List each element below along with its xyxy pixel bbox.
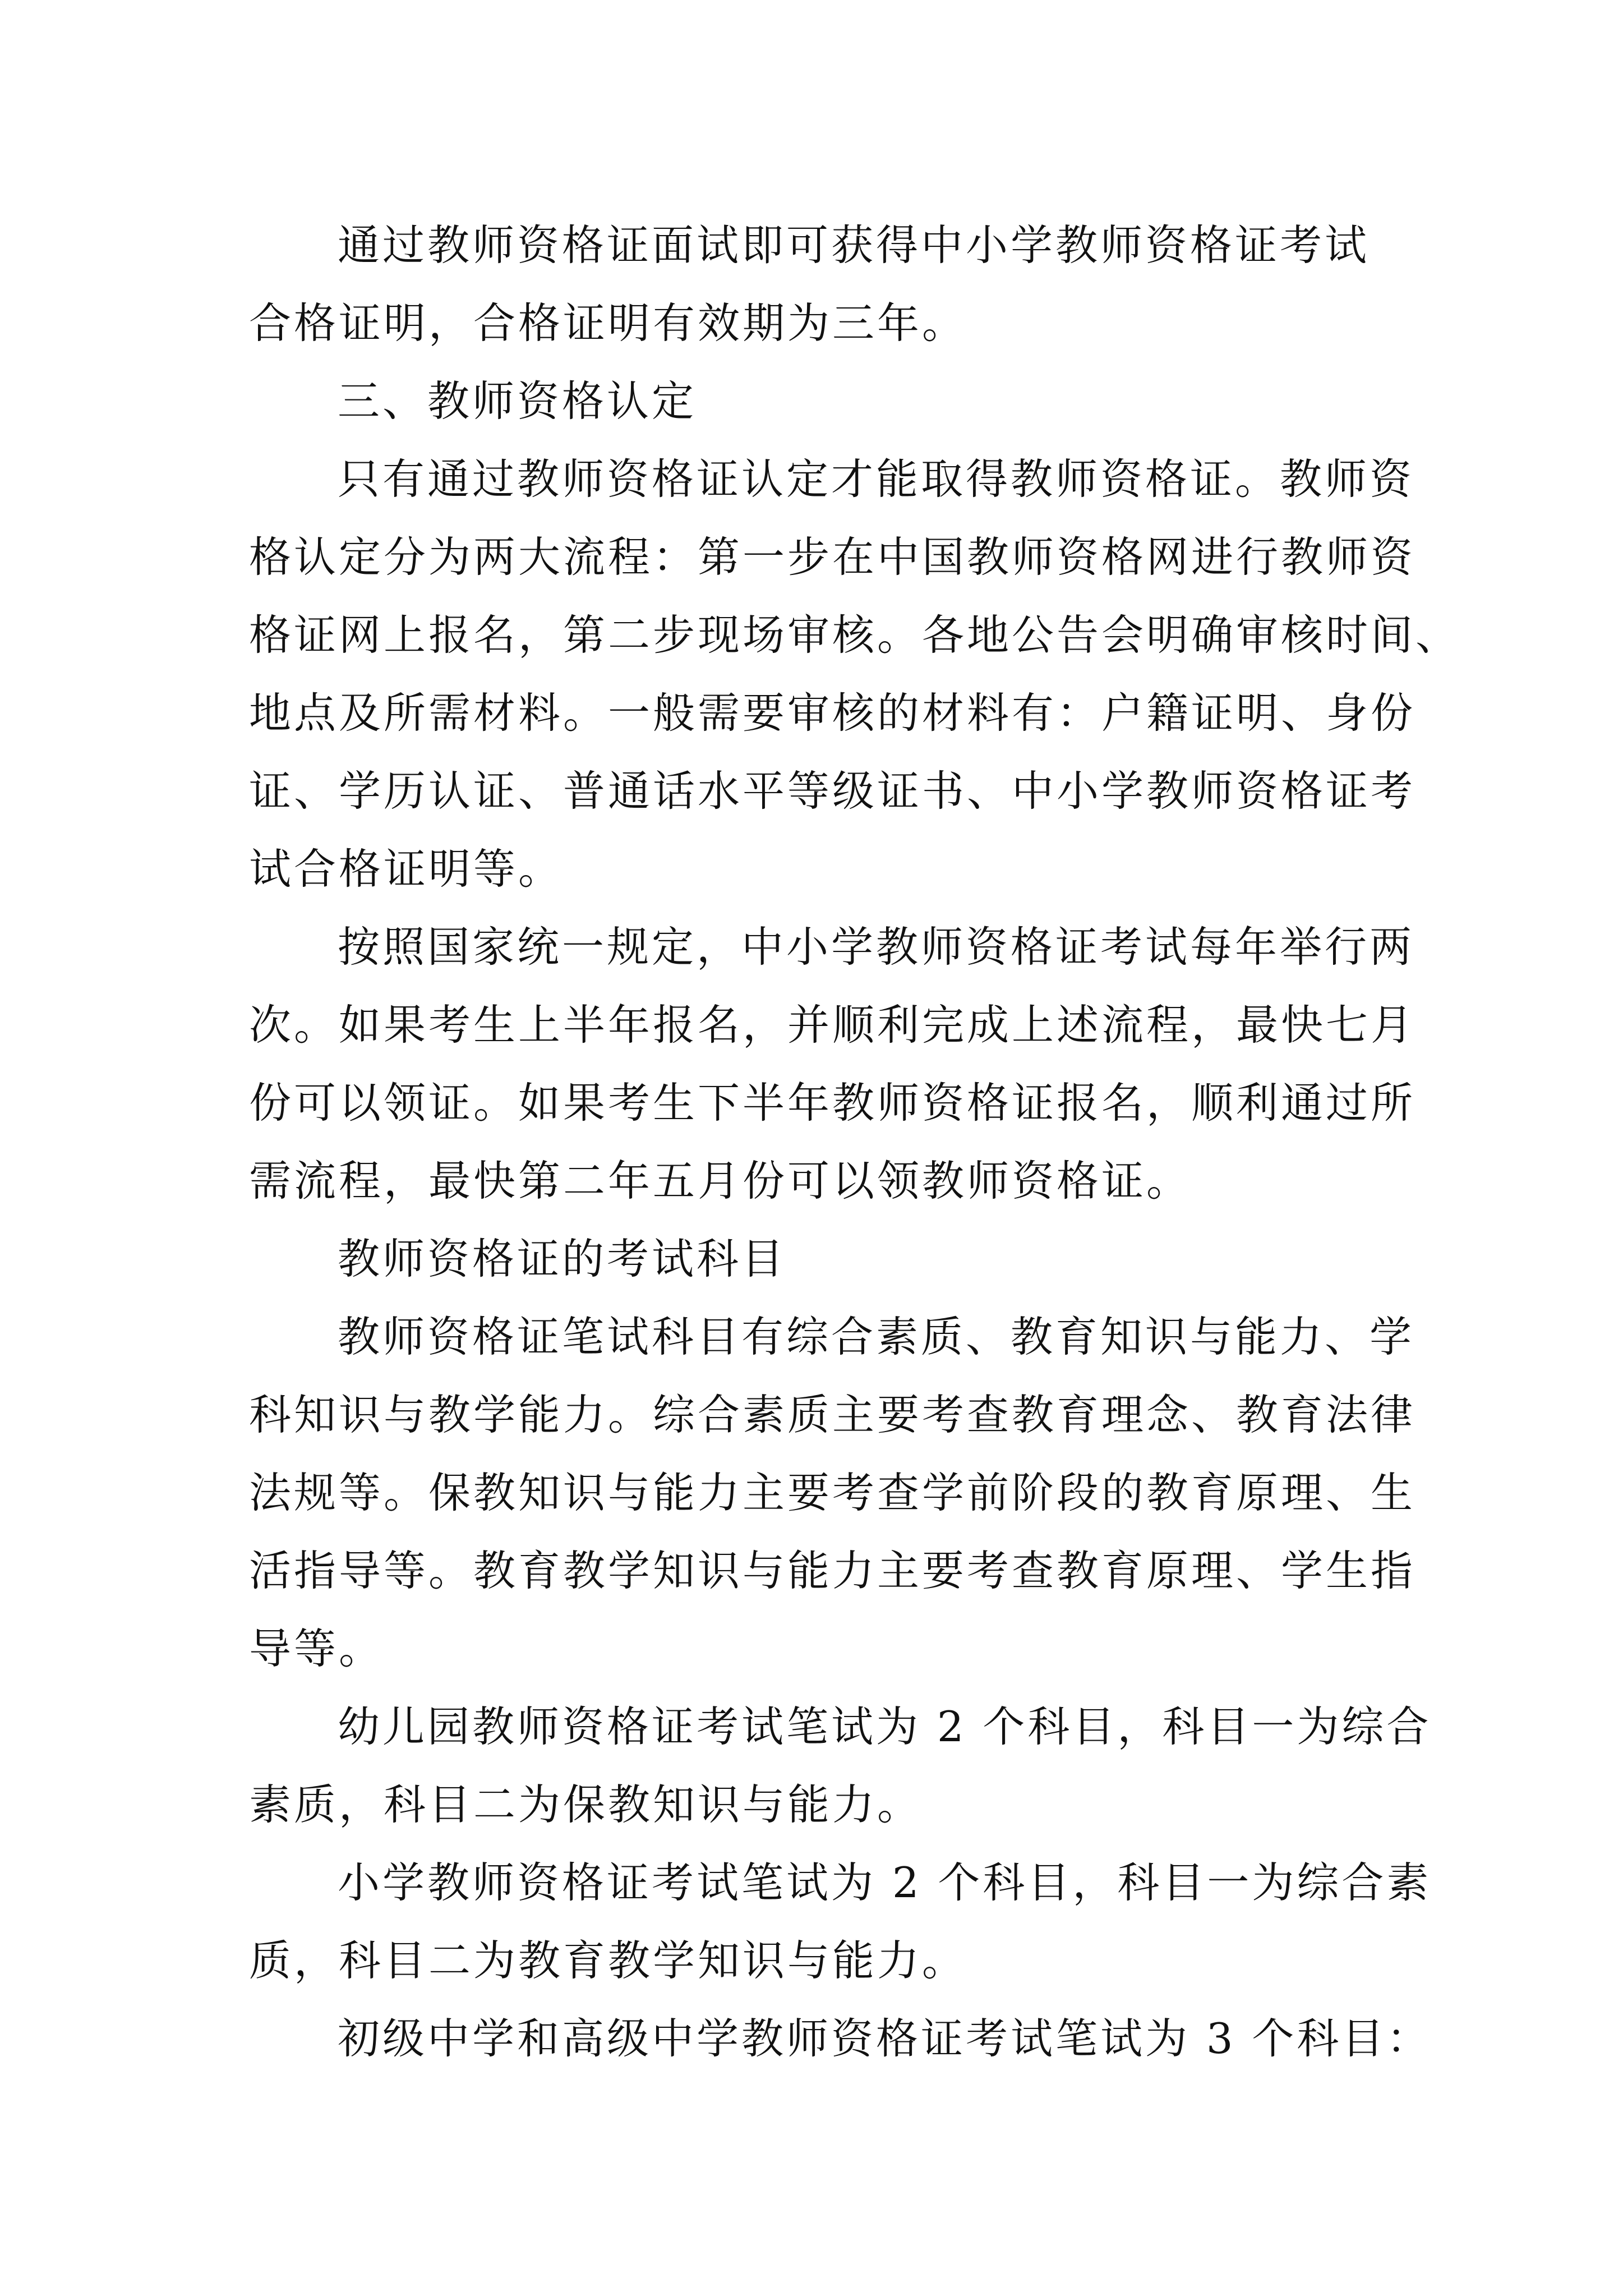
text-line: 需流程，最快第二年五月份可以领教师资格证。 — [249, 1156, 1192, 1205]
text-line: 份可以领证。如果考生下半年教师资格证报名，顺利通过所 — [249, 1078, 1416, 1128]
text-line: 初级中学和高级中学教师资格证考试笔试为 3 个科目： — [338, 2014, 1432, 2063]
text-line: 活指导等。教育教学知识与能力主要考查教育原理、学生指 — [249, 1546, 1416, 1595]
text-line: 质，科目二为教育教学知识与能力。 — [249, 1936, 967, 1985]
text-line: 只有通过教师资格证认定才能取得教师资格证。教师资 — [338, 454, 1415, 504]
section-heading: 三、教师资格认定 — [338, 376, 697, 426]
text-line: 素质，科目二为保教知识与能力。 — [249, 1780, 923, 1829]
text-line: 导等。 — [249, 1624, 384, 1673]
text-line: 法规等。保教知识与能力主要考查学前阶段的教育原理、生 — [249, 1468, 1416, 1517]
text-line: 试合格证明等。 — [249, 844, 564, 894]
text-line: 地点及所需材料。一般需要审核的材料有：户籍证明、身份 — [249, 688, 1416, 738]
text-line: 幼儿园教师资格证考试笔试为 2 个科目，科目一为综合 — [338, 1702, 1432, 1751]
text-line: 小学教师资格证考试笔试为 2 个科目，科目一为综合素 — [338, 1858, 1432, 1907]
text-line: 格认定分为两大流程：第一步在中国教师资格网进行教师资 — [249, 532, 1416, 582]
text-line: 按照国家统一规定，中小学教师资格证考试每年举行两 — [338, 922, 1415, 972]
section-heading: 教师资格证的考试科目 — [338, 1234, 787, 1283]
text-line: 科知识与教学能力。综合素质主要考查教育理念、教育法律 — [249, 1390, 1416, 1439]
text-line: 次。如果考生上半年报名，并顺利完成上述流程，最快七月 — [249, 1000, 1416, 1050]
text-line: 教师资格证笔试科目有综合素质、教育知识与能力、学 — [338, 1312, 1415, 1361]
text-line: 格证网上报名，第二步现场审核。各地公告会明确审核时间、 — [249, 610, 1461, 660]
document-body — [249, 206, 1461, 2078]
text-line: 合格证明，合格证明有效期为三年。 — [249, 298, 967, 348]
text-line: 证、学历认证、普通话水平等级证书、中小学教师资格证考 — [249, 766, 1416, 816]
text-line: 通过教师资格证面试即可获得中小学教师资格证考试 — [338, 220, 1370, 270]
